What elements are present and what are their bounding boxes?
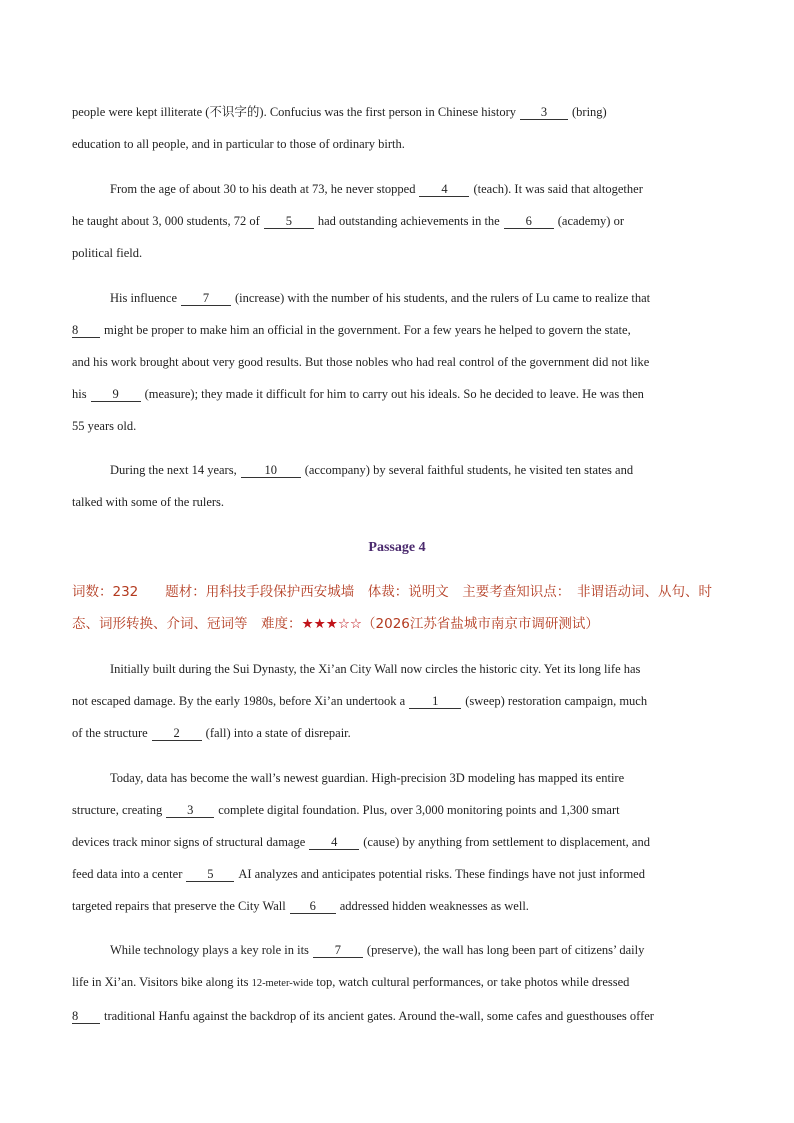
blank-3-p4[interactable]: 3 <box>166 803 214 818</box>
paragraph-p4-2: Today, data has become the wall’s newest guardian. High-precision 3D modeling has mapped its entire structure, creating 3 complete digital foundation. Plus, over 3,000 monitoring points and 1,300 smart devices track minor signs of structural damage 4 (cause) by anything from settlement to displacement, and feed data into a center 5 AI analyzes and anticipates potential risks. These findings have not just informed targeted repairs that preserve the City Wall 6 addressed hidden weaknesses as well. <box>72 771 650 913</box>
difficulty-stars-empty: ☆☆ <box>337 616 363 632</box>
passage-heading: Passage 4 <box>368 540 426 555</box>
blank-6[interactable]: 6 <box>504 214 554 229</box>
blank-7[interactable]: 7 <box>181 291 231 306</box>
blank-5-p4[interactable]: 5 <box>186 867 234 882</box>
blank-8[interactable]: 8 <box>72 323 100 338</box>
blank-4-p4[interactable]: 4 <box>309 835 359 850</box>
paragraph-p4-1: Initially built during the Sui Dynasty, the Xi’an City Wall now circles the historic city. Yet its long life has not escaped damage. By the early 1980s, before Xi’an undertook a 1 (sweep) restoration campaign, much of the structure 2 (fall) into a state of disrepair. <box>72 662 648 740</box>
paragraph-p3-4: During the next 14 years, 10 (accompany) by several faithful students, he visited ten states and talked with some of the rulers. <box>72 463 634 509</box>
blank-6-p4[interactable]: 6 <box>290 899 336 914</box>
blank-9[interactable]: 9 <box>91 387 141 402</box>
blank-2[interactable]: 2 <box>152 726 202 741</box>
difficulty-stars-filled: ★★★ <box>301 616 338 632</box>
blank-5[interactable]: 5 <box>264 214 314 229</box>
passage-meta: 词数：232 题材：用科技手段保护西安城墙 体裁：说明文 主要考查知识点： 非谓语动词、从句、时 态、词形转换、介词、冠词等 难度：★★★☆☆（2026江苏省盐城市南京市调研测试） <box>72 584 713 632</box>
blank-4[interactable]: 4 <box>419 182 469 197</box>
blank-10[interactable]: 10 <box>241 463 301 478</box>
paragraph-p3-3: His influence 7 (increase) with the number of his students, and the rulers of Lu came to realize that 8 might be proper to make him an official in the government. For a few years he helped to govern the state, and his work brought about very good results. But those nobles who had real control of the government did not like his 9 (measure); they made it difficult for him to carry out his ideals. So he decided to leave. He was then 55 years old. <box>72 291 651 433</box>
blank-1[interactable]: 1 <box>409 694 461 709</box>
blank-7-p4[interactable]: 7 <box>313 943 363 958</box>
blank-3[interactable]: 3 <box>520 105 568 120</box>
paragraph-p4-3: While technology plays a key role in its 7 (preserve), the wall has long been part of citizens’ daily life in Xi’an. Visitors bike along its 12-meter-wide top, watch cultural performances, or take photos while dressed 8 traditional Hanfu against the backdrop of its ancient gates. Around the-wall, some cafes and guesthouses offer <box>72 943 654 1023</box>
paragraph-p3-1: people were kept illiterate (不识字的). Confucius was the first person in Chinese history 3 (bring) education to all people, and in particular to those of ordinary birth. <box>72 105 607 151</box>
paragraph-p3-2: From the age of about 30 to his death at 73, he never stopped 4 (teach). It was said that altogether he taught about 3, 000 students, 72 of 5 had outstanding achievements in the 6 (academy) or political field. <box>72 182 643 260</box>
blank-8-p4[interactable]: 8 <box>72 1009 100 1024</box>
